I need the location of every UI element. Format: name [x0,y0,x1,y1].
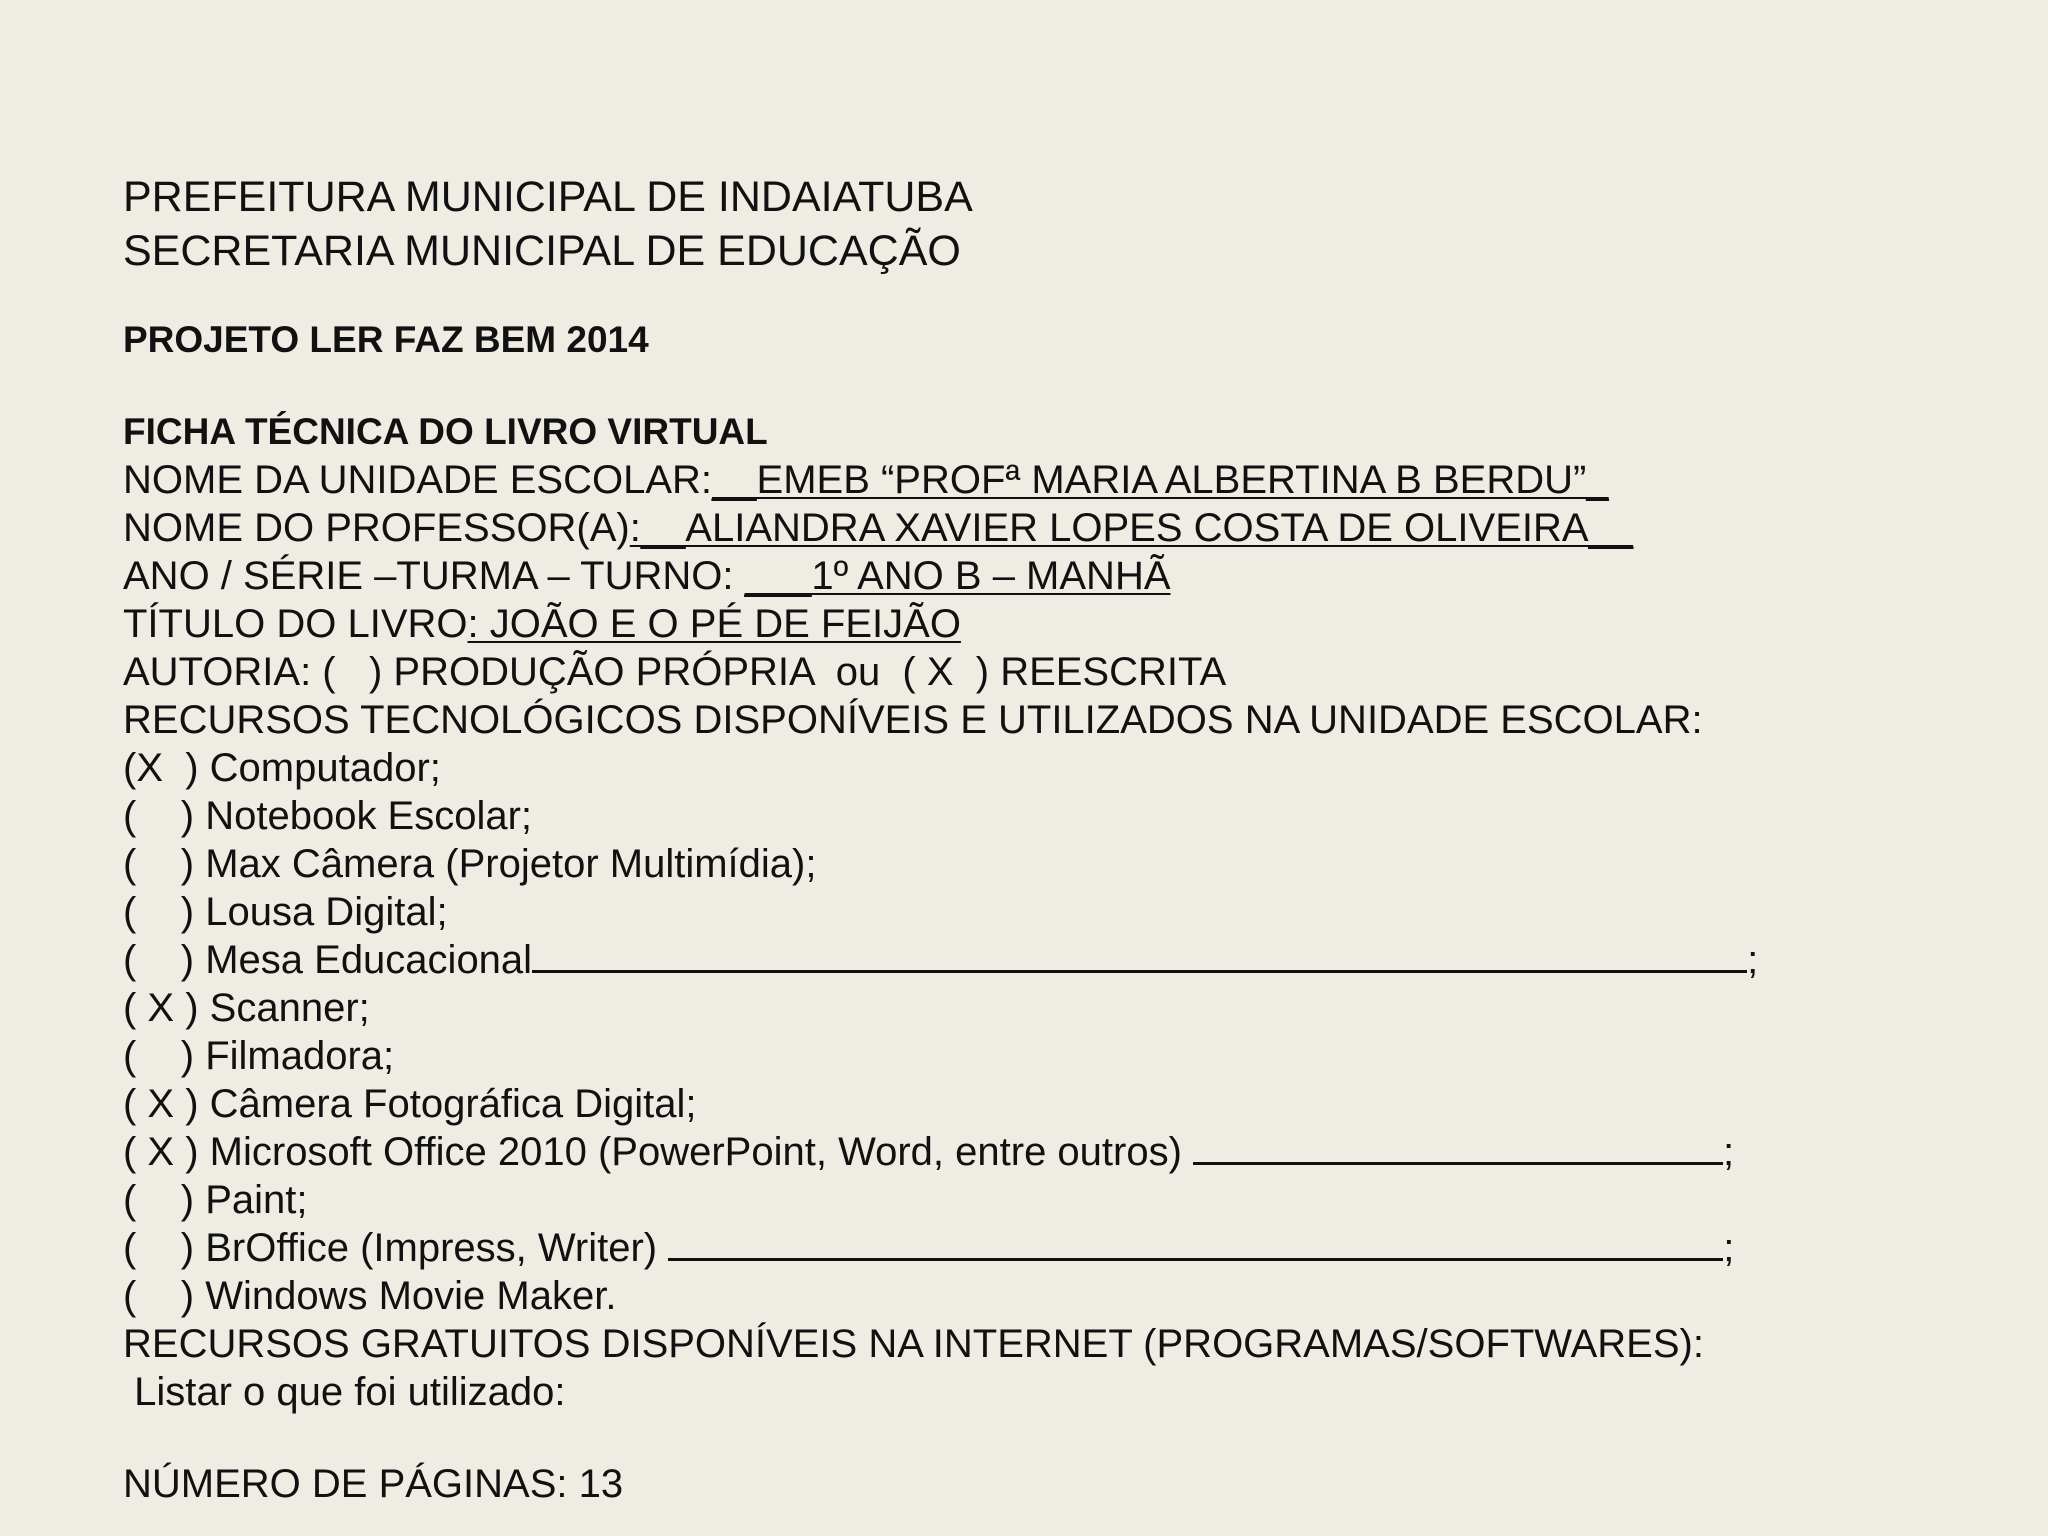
book-title-line [123,600,1983,648]
resource-microsoft-office [123,1128,1983,1176]
resource-mesa-text: ( ) Mesa Educacional [123,938,533,982]
class-line [123,552,1983,600]
project-title: PROJETO LER FAZ BEM 2014 [123,319,649,360]
resource-paint: ( ) Paint; [123,1178,308,1222]
header-secretaria: SECRETARIA MUNICIPAL DE EDUCAÇÃO [123,227,961,275]
page-count: NÚMERO DE PÁGINAS: 13 [123,1462,624,1506]
school-name-label: NOME DA UNIDADE ESCOLAR: [123,458,713,502]
resource-max-camera: ( ) Max Câmera (Projetor Multimídia); [123,842,817,886]
header-prefeitura: PREFEITURA MUNICIPAL DE INDAIATUBA [123,173,973,221]
office-suffix: ; [1723,1130,1735,1174]
teacher-name-value: :__ALIANDRA XAVIER LOPES COSTA DE OLIVEIRA__ [629,506,1634,550]
resource-office-text: ( X ) Microsoft Office 2010 (PowerPoint, Word, entre outros) [123,1130,1194,1174]
office-blank-line [1193,1128,1723,1165]
resource-lousa-digital: ( ) Lousa Digital; [123,890,448,934]
resource-scanner: ( X ) Scanner; [123,986,370,1030]
authorship-line: AUTORIA: ( ) PRODUÇÃO PRÓPRIA ou ( X ) REESCRITA [123,650,1227,694]
resource-filmadora: ( ) Filmadora; [123,1034,395,1078]
broffice-blank-line [668,1224,1723,1261]
resource-broffice [123,1224,1983,1272]
resource-notebook: ( ) Notebook Escolar; [123,794,533,838]
school-name-line [123,456,1983,504]
class-value: ___1º ANO B – MANHÃ [744,554,1171,598]
mesa-suffix: ; [1747,938,1759,982]
school-name-value: __EMEB “PROFª MARIA ALBERTINA B BERDU”_ [712,458,1609,502]
broffice-suffix: ; [1723,1226,1735,1270]
resource-broffice-text: ( ) BrOffice (Impress, Writer) [123,1226,669,1270]
free-resources-label: RECURSOS GRATUITOS DISPONÍVEIS NA INTERNET (PROGRAMAS/SOFTWARES): [123,1322,1704,1366]
book-title-label: TÍTULO DO LIVRO [123,602,468,646]
teacher-name-label: NOME DO PROFESSOR(A) [123,506,630,550]
class-label: ANO / SÉRIE –TURMA – TURNO: [123,554,745,598]
tech-resources-label: RECURSOS TECNOLÓGICOS DISPONÍVEIS E UTILIZADOS NA UNIDADE ESCOLAR: [123,698,1703,742]
document-page [123,170,1983,1508]
mesa-blank-line [532,936,1747,973]
resource-mesa-educacional [123,936,1983,984]
resource-camera-fotografica: ( X ) Câmera Fotográfica Digital; [123,1082,697,1126]
book-title-value: : JOÃO E O PÉ DE FEIJÃO [467,602,961,646]
free-resources-hint: Listar o que foi utilizado: [123,1370,566,1414]
form-title: FICHA TÉCNICA DO LIVRO VIRTUAL [123,411,768,452]
resource-movie-maker: ( ) Windows Movie Maker. [123,1274,617,1318]
teacher-name-line [123,504,1983,552]
resource-computer: (X ) Computador; [123,746,441,790]
